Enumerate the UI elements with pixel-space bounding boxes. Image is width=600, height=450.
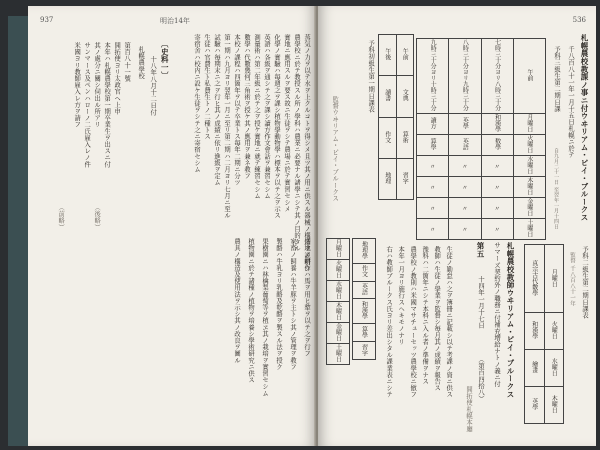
weekday-cell: 水曜日 bbox=[525, 156, 533, 174]
section-body-line: 其ノ處分ニ關シ伺出ル所アリ bbox=[93, 42, 101, 128]
second-table-note: 監督ウヰリアム・ピイ・ブルークス bbox=[331, 96, 339, 202]
ditto-mark: 〃 bbox=[429, 226, 436, 234]
weekday-cell: 金曜日 bbox=[525, 198, 533, 216]
weekday-cell: 火曜日 bbox=[334, 260, 342, 278]
note: （前略） bbox=[57, 204, 65, 231]
section-body-line: 開拓使ヨリ太政官ヘ上申 bbox=[113, 42, 121, 115]
timetable-bottom-left bbox=[326, 238, 350, 365]
left-body-line: 化學ノ實驗ハ毎週之ヲ課シ植物學動物學ハ標本ヲ以テ之ヲ示ス bbox=[273, 34, 280, 219]
timetable-top bbox=[416, 38, 546, 240]
left-body-line: 英語ハ各級ヲ通シテ之ヲ課シ讀方作文會話ヲ兼習セシム bbox=[263, 34, 270, 199]
subject-cell: 和漢學 bbox=[493, 114, 501, 132]
bottom-table-note: 監督 千八百八十一年 bbox=[569, 252, 575, 307]
section-date: 十八年八月十二日付 bbox=[149, 56, 157, 116]
left-body-line: 生徒ハ官費生ト私費生トノ二種トス bbox=[203, 34, 210, 140]
ditto-mark: 〃 bbox=[461, 226, 468, 234]
section-body-line: サンマース及ペンハローノ二氏雇入レノ件 bbox=[83, 42, 91, 168]
subject-cell: 地理學 bbox=[360, 240, 368, 259]
left-page bbox=[28, 6, 316, 446]
ditto-mark: 〃 bbox=[494, 184, 501, 192]
second-table-title: 予科初級生第一期日課表 bbox=[367, 40, 375, 113]
term-note: 自九月二十一日 至翌年一月十四日 bbox=[553, 148, 559, 230]
left-body-line: 第一期ハ九月ヨリ翌年一月ニ至リ第二期ハ二月ヨリ七月ニ至ル bbox=[223, 34, 230, 219]
weekday-cell: 木曜日 bbox=[550, 395, 558, 414]
left-lower-line: 家畜ノ飼養ハ牛羊豚ヲ主トシ其ノ管理ヲ教フ bbox=[289, 238, 296, 370]
weekday-cell: 土曜日 bbox=[525, 219, 533, 237]
section-mark: 第五 bbox=[476, 242, 485, 258]
bottom-table-title: 予科二級生第二期日課表 bbox=[581, 246, 588, 319]
ditto-mark: 〃 bbox=[494, 226, 501, 234]
subject-cell: 英學 bbox=[530, 398, 538, 411]
subject-cell: 習字 bbox=[360, 343, 368, 356]
right-date-line: 千八百八十一年一月十五日札幌ニ於テ bbox=[567, 46, 574, 159]
subject-cell: 作文 bbox=[383, 130, 391, 143]
weekday-cell: 土曜日 bbox=[334, 344, 342, 362]
left-lower-line: 植物園ニ於テ諸種ノ植物ヲ培養シ學術研究ニ供ス bbox=[247, 238, 254, 384]
section-body-line: 本年ハ札幌農學校第一期卒業生ヲ出スニ付 bbox=[103, 42, 111, 168]
ditto-mark: 〃 bbox=[461, 163, 468, 171]
subject-cell: 作文 bbox=[360, 265, 368, 278]
subject-cell: 文典 bbox=[401, 89, 409, 102]
ditto-mark: 〃 bbox=[494, 205, 501, 213]
ditto-mark: 〃 bbox=[429, 163, 436, 171]
section-from: 札幌農學校 bbox=[137, 46, 145, 79]
weekday-cell: 月曜日 bbox=[334, 239, 342, 257]
right-body-line: 生徒ノ勤怠ハ之ヲ簿冊ニ記載シ以テ考課ノ資ニ供ス bbox=[445, 246, 453, 398]
time-cell: 七時三十分ヨリ八時三十分 bbox=[493, 39, 501, 111]
note: （後略） bbox=[93, 204, 101, 231]
subject-cell: 真宗古代數學 bbox=[530, 259, 538, 296]
book-cover-edge bbox=[8, 16, 30, 446]
right-body-line: 本年一月ヨリ施行スヘキモノナリ bbox=[397, 246, 405, 345]
subject-cell: 英語 bbox=[360, 283, 368, 296]
section-label: 〔史料一〕 bbox=[160, 40, 170, 79]
subject-cell: 算術 bbox=[401, 130, 409, 143]
subject-cell: 讀書 bbox=[383, 89, 391, 102]
left-body-line: 測量術ハ第二年級ニ於テ之ヲ授ケ實地ニ就テ練習セシム bbox=[253, 34, 260, 199]
left-body-line: 試驗ハ毎期末ニ之ヲ行ヒ其ノ成績ニ依リ進級ヲ定ム bbox=[213, 34, 220, 186]
timetable-bottom-right bbox=[524, 244, 564, 424]
right-title: 札幌農校教課ノ事ニ付ウヰリアム・ピイ・ブルークス bbox=[580, 34, 589, 222]
time-cell: 午後 bbox=[383, 48, 391, 61]
section-number: （第百四拾八） bbox=[477, 356, 484, 403]
subject-cell: 繪畫 bbox=[530, 361, 538, 374]
ditto-mark: 〃 bbox=[461, 205, 468, 213]
right-page-number: 536 bbox=[572, 16, 586, 24]
left-lower-line: 農具ノ構造及使用法ヲ示シ其ノ改良ヲ圖ル bbox=[233, 238, 240, 364]
time-cell: 八時三十分ヨリ九時三十分 bbox=[461, 39, 469, 111]
left-page-number: 937 bbox=[40, 16, 54, 24]
timetable-second bbox=[378, 34, 414, 200]
left-lower-line: 製酪ハ牛乳ヨリ乳酪及乾酪ヲ製スル法ヲ授ク bbox=[275, 238, 282, 370]
left-lower-line: 畑地ノ耕作ハ馬ヲ用ヒ犂ヲ以テ之ヲ行フ bbox=[303, 238, 310, 357]
weekday-cell: 金曜日 bbox=[334, 323, 342, 341]
section-body-line: 第百八十一號 bbox=[123, 42, 131, 82]
right-body-line: 右ハ教師ブルークス氏ヨリ差出シタル課業表ニシテ bbox=[385, 246, 393, 398]
subject-cell: 和漢學 bbox=[530, 321, 538, 340]
weekday-cell: 月曜日 bbox=[550, 268, 558, 287]
left-lower-line: 果樹園ニハ林檎梨葡萄等ヲ植ヱ其ノ栽培ヲ實習セシム bbox=[261, 238, 268, 397]
timetable-bottom-left-subjects bbox=[352, 238, 376, 360]
left-body-line: 數學ハ代數幾何三角術ヲ授ケ其ノ應用ヲ兼ネ教フ bbox=[243, 34, 250, 180]
time-cell: 午前 bbox=[401, 48, 409, 61]
weekday-cell: 水曜日 bbox=[334, 281, 342, 299]
ditto-mark: 〃 bbox=[429, 205, 436, 213]
subject-cell: 数學 bbox=[493, 138, 501, 150]
weekday-cell: 火曜日 bbox=[525, 135, 533, 153]
right-page bbox=[318, 6, 596, 446]
subject-cell: 地理 bbox=[383, 171, 391, 184]
subject-cell: 習字 bbox=[401, 171, 409, 184]
subject-cell: 英語 bbox=[461, 138, 469, 150]
time-cell: 九時三十分ヨリ十時三十分 bbox=[429, 39, 437, 111]
section-date: 十四年一月十七日 bbox=[477, 276, 484, 329]
subject-cell: 讀方 bbox=[429, 117, 437, 129]
right-body-line: 豫科ハ二箇年ニシテ本科ニ入ル者ノ準備ヲナス bbox=[421, 246, 429, 385]
subject-cell: 英學 bbox=[461, 117, 469, 129]
right-body-line: 農學校ノ教則ハ米國マサチューセッツ農學校ニ倣フ bbox=[409, 246, 417, 398]
term-line: 予科三級生第二期日課 bbox=[553, 46, 560, 112]
weekday-cell: 火曜日 bbox=[550, 321, 558, 340]
section-sign: 開拓使札幌本廳 bbox=[465, 386, 472, 433]
subject-cell: 算學 bbox=[360, 325, 368, 338]
left-body-line: 農學校ニ於テ教授スル所ノ學科ハ農業ニ必要ナル諸學ニシテ其ノ目的タル bbox=[293, 34, 300, 252]
left-running-head: 明治14年 bbox=[160, 17, 190, 25]
section-sub: サマーズ契約外ノ職務ニ付補充増給ナトノ義ニ付 bbox=[493, 242, 500, 388]
weekday-cell: 水曜日 bbox=[550, 358, 558, 377]
subject-cell: 算學 bbox=[429, 138, 437, 150]
section-body-line: 米國ヨリ教師雇入レ方ヲ請フ bbox=[73, 42, 81, 128]
open-book bbox=[8, 6, 596, 446]
subject-cell: 和漢學 bbox=[360, 301, 368, 320]
weekday-cell: 月曜日 bbox=[525, 114, 533, 132]
left-body-line: 寄宿舍ハ校内ニ設ケ生徒ヲシテ之ニ寄宿セシム bbox=[193, 34, 200, 173]
section-title: 札幌農校教師ウヰリアム・ピイ・ブルークス bbox=[506, 242, 515, 398]
weekday-cell: 木曜日 bbox=[525, 177, 533, 195]
ditto-mark: 〃 bbox=[429, 184, 436, 192]
ditto-mark: 〃 bbox=[461, 184, 468, 192]
time-cell: 午前 bbox=[525, 69, 533, 81]
left-body-line: 實地ニ應用スルヲ要ス故ニ生徒ヲシテ農場ニ於テ實習セシメ bbox=[283, 34, 290, 213]
weekday-cell: 木曜日 bbox=[334, 302, 342, 320]
left-body-line: 本校ノ課程ハ四箇年ヲ以テ卒業トス毎年二期ニ分ツ bbox=[233, 34, 240, 186]
ditto-mark: 〃 bbox=[494, 163, 501, 171]
right-body-line: 教師ハ生徒ノ學業ヲ監督シ毎月其ノ成績ヲ報告ス bbox=[433, 246, 441, 392]
left-body-line: 蒸気ノ力ヲ以テ水ヲ上クルコトヲ得シメ且ツ其ノ用ニ供スル器械ノ構造ヲ説明シ bbox=[303, 34, 310, 272]
